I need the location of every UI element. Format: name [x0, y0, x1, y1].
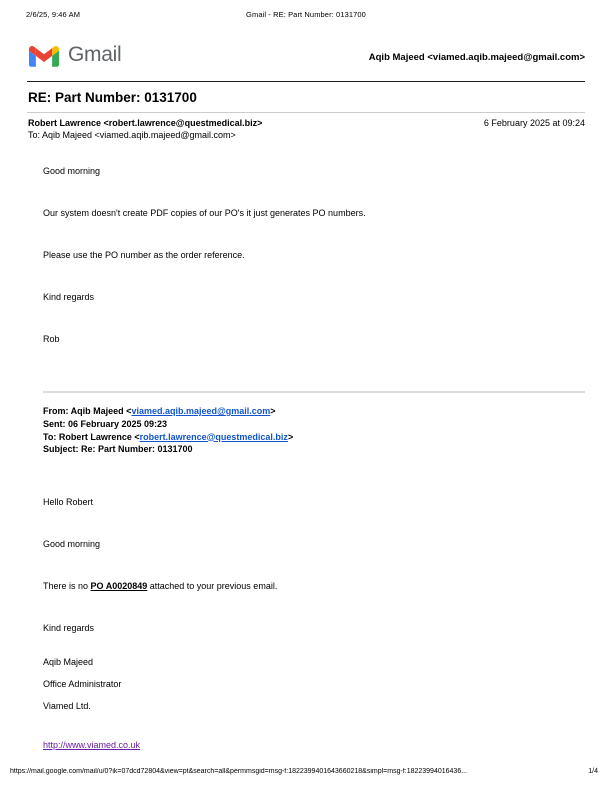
gmail-logo	[29, 43, 121, 67]
body-paragraph: Our system doesn't create PDF copies of our PO's it just generates PO numbers.	[43, 208, 366, 218]
signature-website-line	[43, 740, 572, 751]
quoted-from-label: From:	[43, 406, 69, 416]
reply-sentence-post: attached to your previous email.	[147, 581, 278, 591]
quoted-header	[43, 405, 585, 456]
quoted-to-line	[43, 431, 585, 444]
print-document-title: Gmail - RE: Part Number: 0131700	[246, 10, 366, 19]
quoted-to-label: To:	[43, 431, 57, 442]
quoted-from-name: Aqib Majeed <	[68, 406, 132, 416]
reply-missing-po-sentence	[43, 581, 572, 592]
reply-greeting: Hello Robert	[43, 497, 94, 507]
sender-line: Robert Lawrence <robert.lawrence@questmedical.biz>	[28, 118, 263, 128]
quoted-from-email-link[interactable]: viamed.aqib.majeed@gmail.com	[131, 406, 271, 416]
message-body	[43, 166, 572, 376]
quoted-reply-body	[43, 497, 572, 751]
gmail-wordmark: Gmail	[68, 43, 122, 66]
quoted-sent-line	[43, 418, 585, 431]
quoted-subject-line	[43, 443, 585, 456]
quoted-from-close: >	[270, 406, 276, 416]
quoted-from-line	[43, 405, 585, 418]
header-divider	[27, 81, 585, 82]
signature-role: Office Administrator	[43, 679, 122, 689]
account-owner: Aqib Majeed <viamed.aqib.majeed@gmail.com>	[368, 52, 585, 63]
recipient-line: To: Aqib Majeed <viamed.aqib.majeed@gmail.com>	[28, 129, 236, 140]
company-website-link[interactable]: http://www.viamed.co.uk	[43, 740, 141, 750]
signature-name: Aqib Majeed	[43, 657, 94, 667]
subject-divider	[27, 112, 585, 113]
quoted-message-divider	[43, 391, 585, 393]
quoted-sent-value: 06 February 2025 09:23	[65, 418, 168, 429]
body-paragraph: Kind regards	[43, 292, 95, 302]
email-subject: RE: Part Number: 0131700	[28, 90, 197, 105]
quoted-subject-label: Subject:	[43, 444, 79, 455]
print-footer-url: https://mail.google.com/mail/u/0?ik=07dcd72804&view=pt&search=all&permmsgid=msg-f:1822399401643660218&simpl=msg-f:18223994016436...	[10, 768, 468, 775]
reply-closing: Kind regards	[43, 623, 95, 633]
body-paragraph: Please use the PO number as the order reference.	[43, 250, 245, 260]
signature-company: Viamed Ltd.	[43, 701, 91, 711]
quoted-sent-label: Sent:	[43, 418, 66, 429]
print-page-indicator: 1/4	[588, 768, 598, 775]
body-paragraph: Rob	[43, 334, 60, 344]
quoted-subject-value: Re: Part Number: 0131700	[78, 444, 193, 455]
message-date: 6 February 2025 at 09:24	[483, 118, 585, 128]
quoted-to-name: Robert Lawrence <	[56, 431, 140, 442]
po-number-reference: PO A0020849	[90, 581, 148, 591]
reply-paragraph: Good morning	[43, 539, 101, 549]
quoted-to-close: >	[287, 431, 294, 442]
quoted-to-email-link[interactable]: robert.lawrence@questmedical.biz	[139, 431, 288, 442]
body-paragraph: Good morning	[43, 166, 101, 176]
print-datetime: 2/6/25, 9:46 AM	[26, 10, 81, 19]
gmail-m-icon	[29, 44, 59, 67]
reply-sentence-pre: There is no	[43, 581, 91, 591]
